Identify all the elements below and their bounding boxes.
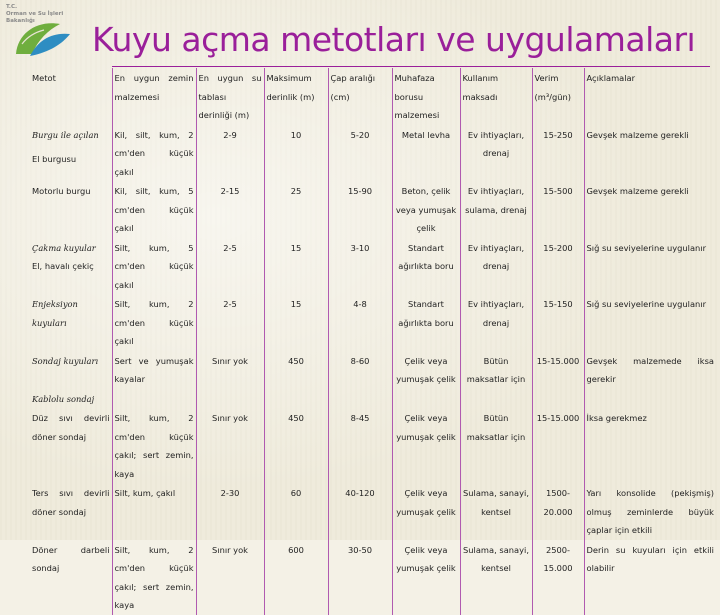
header-method: Metot [32,68,112,125]
material-cell: Sert ve yumuşak kayalar [112,351,196,389]
material-cell: Silt, kum, 2 cm'den küçük çakıl; sert zemin, kaya [112,408,196,483]
header-row [32,68,716,125]
table-row [32,408,716,483]
table-row [32,181,716,238]
casing-cell: Standart ağırlıkta boru [392,294,460,351]
method-subtype: El, havalı çekiç [32,261,94,271]
method-name: Kablolu sondaj [32,393,95,404]
casing-cell: Çelik veya yumuşak çelik [392,540,460,615]
yield-cell: 15-150 [532,294,584,351]
table-depth-cell: 2-30 [196,483,264,540]
table-depth-cell: Sınır yok [196,540,264,615]
max-depth-cell: 10 [264,125,328,182]
ministry-logo [4,2,104,64]
diameter-cell: 8-45 [328,408,392,483]
table-depth-cell: 2-5 [196,238,264,295]
casing-cell: Çelik veya yumuşak çelik [392,351,460,389]
max-depth-cell: 60 [264,483,328,540]
max-depth-cell: 450 [264,351,328,389]
purpose-cell: Bütün maksatlar için [460,351,532,389]
method-name: Ters sıvı devirli döner sondaj [32,483,112,540]
header-casing: Muhafaza borusu malzemesi [392,68,460,125]
methods-table [32,68,716,615]
method-name: Döner darbeli sondaj [32,540,112,615]
header-diameter: Çap aralığı (cm) [328,68,392,125]
purpose-cell: Sulama, sanayi, kentsel [460,540,532,615]
purpose-cell: Ev ihtiyaçları, sulama, drenaj [460,181,532,238]
notes-cell: İksa gerekmez [584,408,716,483]
method-name: Motorlu burgu [32,181,112,238]
max-depth-cell [264,389,328,409]
max-depth-cell: 600 [264,540,328,615]
table-depth-cell: Sınır yok [196,408,264,483]
purpose-cell: Ev ihtiyaçları, drenaj [460,238,532,295]
casing-cell: Metal levha [392,125,460,182]
material-cell: Kil, silt, kum, 2 cm'den küçük çakıl [112,125,196,182]
method-subtype: El burgusu [32,154,77,164]
notes-cell: Yarı konsolide (pekişmiş) olmuş zeminlerde büyük çaplar için etkili [584,483,716,540]
max-depth-cell: 450 [264,408,328,483]
globe-leaf-icon [8,14,78,62]
max-depth-cell: 15 [264,294,328,351]
purpose-cell: Ev ihtiyaçları, drenaj [460,125,532,182]
material-cell: Silt, kum, 5 cm'den küçük çakıl [112,238,196,295]
table-depth-cell: 2-5 [196,294,264,351]
notes-cell: Gevşek malzeme gerekli [584,125,716,182]
casing-cell: Çelik veya yumuşak çelik [392,408,460,483]
casing-cell: Çelik veya yumuşak çelik [392,483,460,540]
method-name: Düz sıvı devirli döner sondaj [32,408,112,483]
table-row [32,125,716,182]
table-depth-cell [196,389,264,409]
table-row [32,483,716,540]
table-depth-cell: Sınır yok [196,351,264,389]
table-row [32,540,716,615]
yield-cell: 15-250 [532,125,584,182]
header-notes: Açıklamalar [584,68,716,125]
max-depth-cell: 25 [264,181,328,238]
material-cell [112,389,196,409]
title-divider [112,66,710,67]
material-cell: Kil, silt, kum, 5 cm'den küçük çakıl [112,181,196,238]
purpose-cell: Sulama, sanayi, kentsel [460,483,532,540]
material-cell: Silt, kum, 2 cm'den küçük çakıl; sert zemin, kaya [112,540,196,615]
diameter-cell: 3-10 [328,238,392,295]
diameter-cell: 40-120 [328,483,392,540]
diameter-cell: 30-50 [328,540,392,615]
table-row [32,351,716,389]
method-name: Burgu ile açılan [32,129,99,140]
diameter-cell [328,389,392,409]
page-title: Kuyu açma metotları ve uygulamaları [92,20,696,59]
table-depth-cell: 2-15 [196,181,264,238]
max-depth-cell: 15 [264,238,328,295]
table-depth-cell: 2-9 [196,125,264,182]
notes-cell: Gevşek malzemede iksa gerekir [584,351,716,389]
notes-cell: Sığ su seviyelerine uygulanır [584,294,716,351]
casing-cell: Standart ağırlıkta boru [392,238,460,295]
purpose-cell: Ev ihtiyaçları, drenaj [460,294,532,351]
material-cell: Silt, kum, çakıl [112,483,196,540]
notes-cell: Sığ su seviyelerine uygulanır [584,238,716,295]
header-max-table-depth: En uygun su tablası derinliği (m) [196,68,264,125]
table-row [32,389,716,409]
ministry-logo-text: T.C. Orman ve Su İşleri Bakanlığı [6,4,64,24]
yield-cell: 15-500 [532,181,584,238]
diameter-cell: 5-20 [328,125,392,182]
method-name: Çakma kuyular [32,242,96,253]
header-yield: Verim (m³/gün) [532,68,584,125]
casing-cell [392,389,460,409]
notes-cell: Derin su kuyuları için etkili olabilir [584,540,716,615]
yield-cell: 15-15.000 [532,351,584,389]
table-row [32,238,716,295]
yield-cell [532,389,584,409]
diameter-cell: 8-60 [328,351,392,389]
method-name: Enjeksiyon kuyuları [32,299,78,328]
header-material: En uygun zemin malzemesi [112,68,196,125]
material-cell: Silt, kum, 2 cm'den küçük çakıl [112,294,196,351]
yield-cell: 15-200 [532,238,584,295]
yield-cell: 2500-15.000 [532,540,584,615]
yield-cell: 15-15.000 [532,408,584,483]
table-row [32,294,716,351]
notes-cell: Gevşek malzeme gerekli [584,181,716,238]
purpose-cell [460,389,532,409]
diameter-cell: 15-90 [328,181,392,238]
yield-cell: 1500-20.000 [532,483,584,540]
header-purpose: Kullanım maksadı [460,68,532,125]
notes-cell [584,389,716,409]
method-name: Sondaj kuyuları [32,351,112,389]
purpose-cell: Bütün maksatlar için [460,408,532,483]
header-max-depth: Maksimum derinlik (m) [264,68,328,125]
diameter-cell: 4-8 [328,294,392,351]
casing-cell: Beton, çelik veya yumuşak çelik [392,181,460,238]
